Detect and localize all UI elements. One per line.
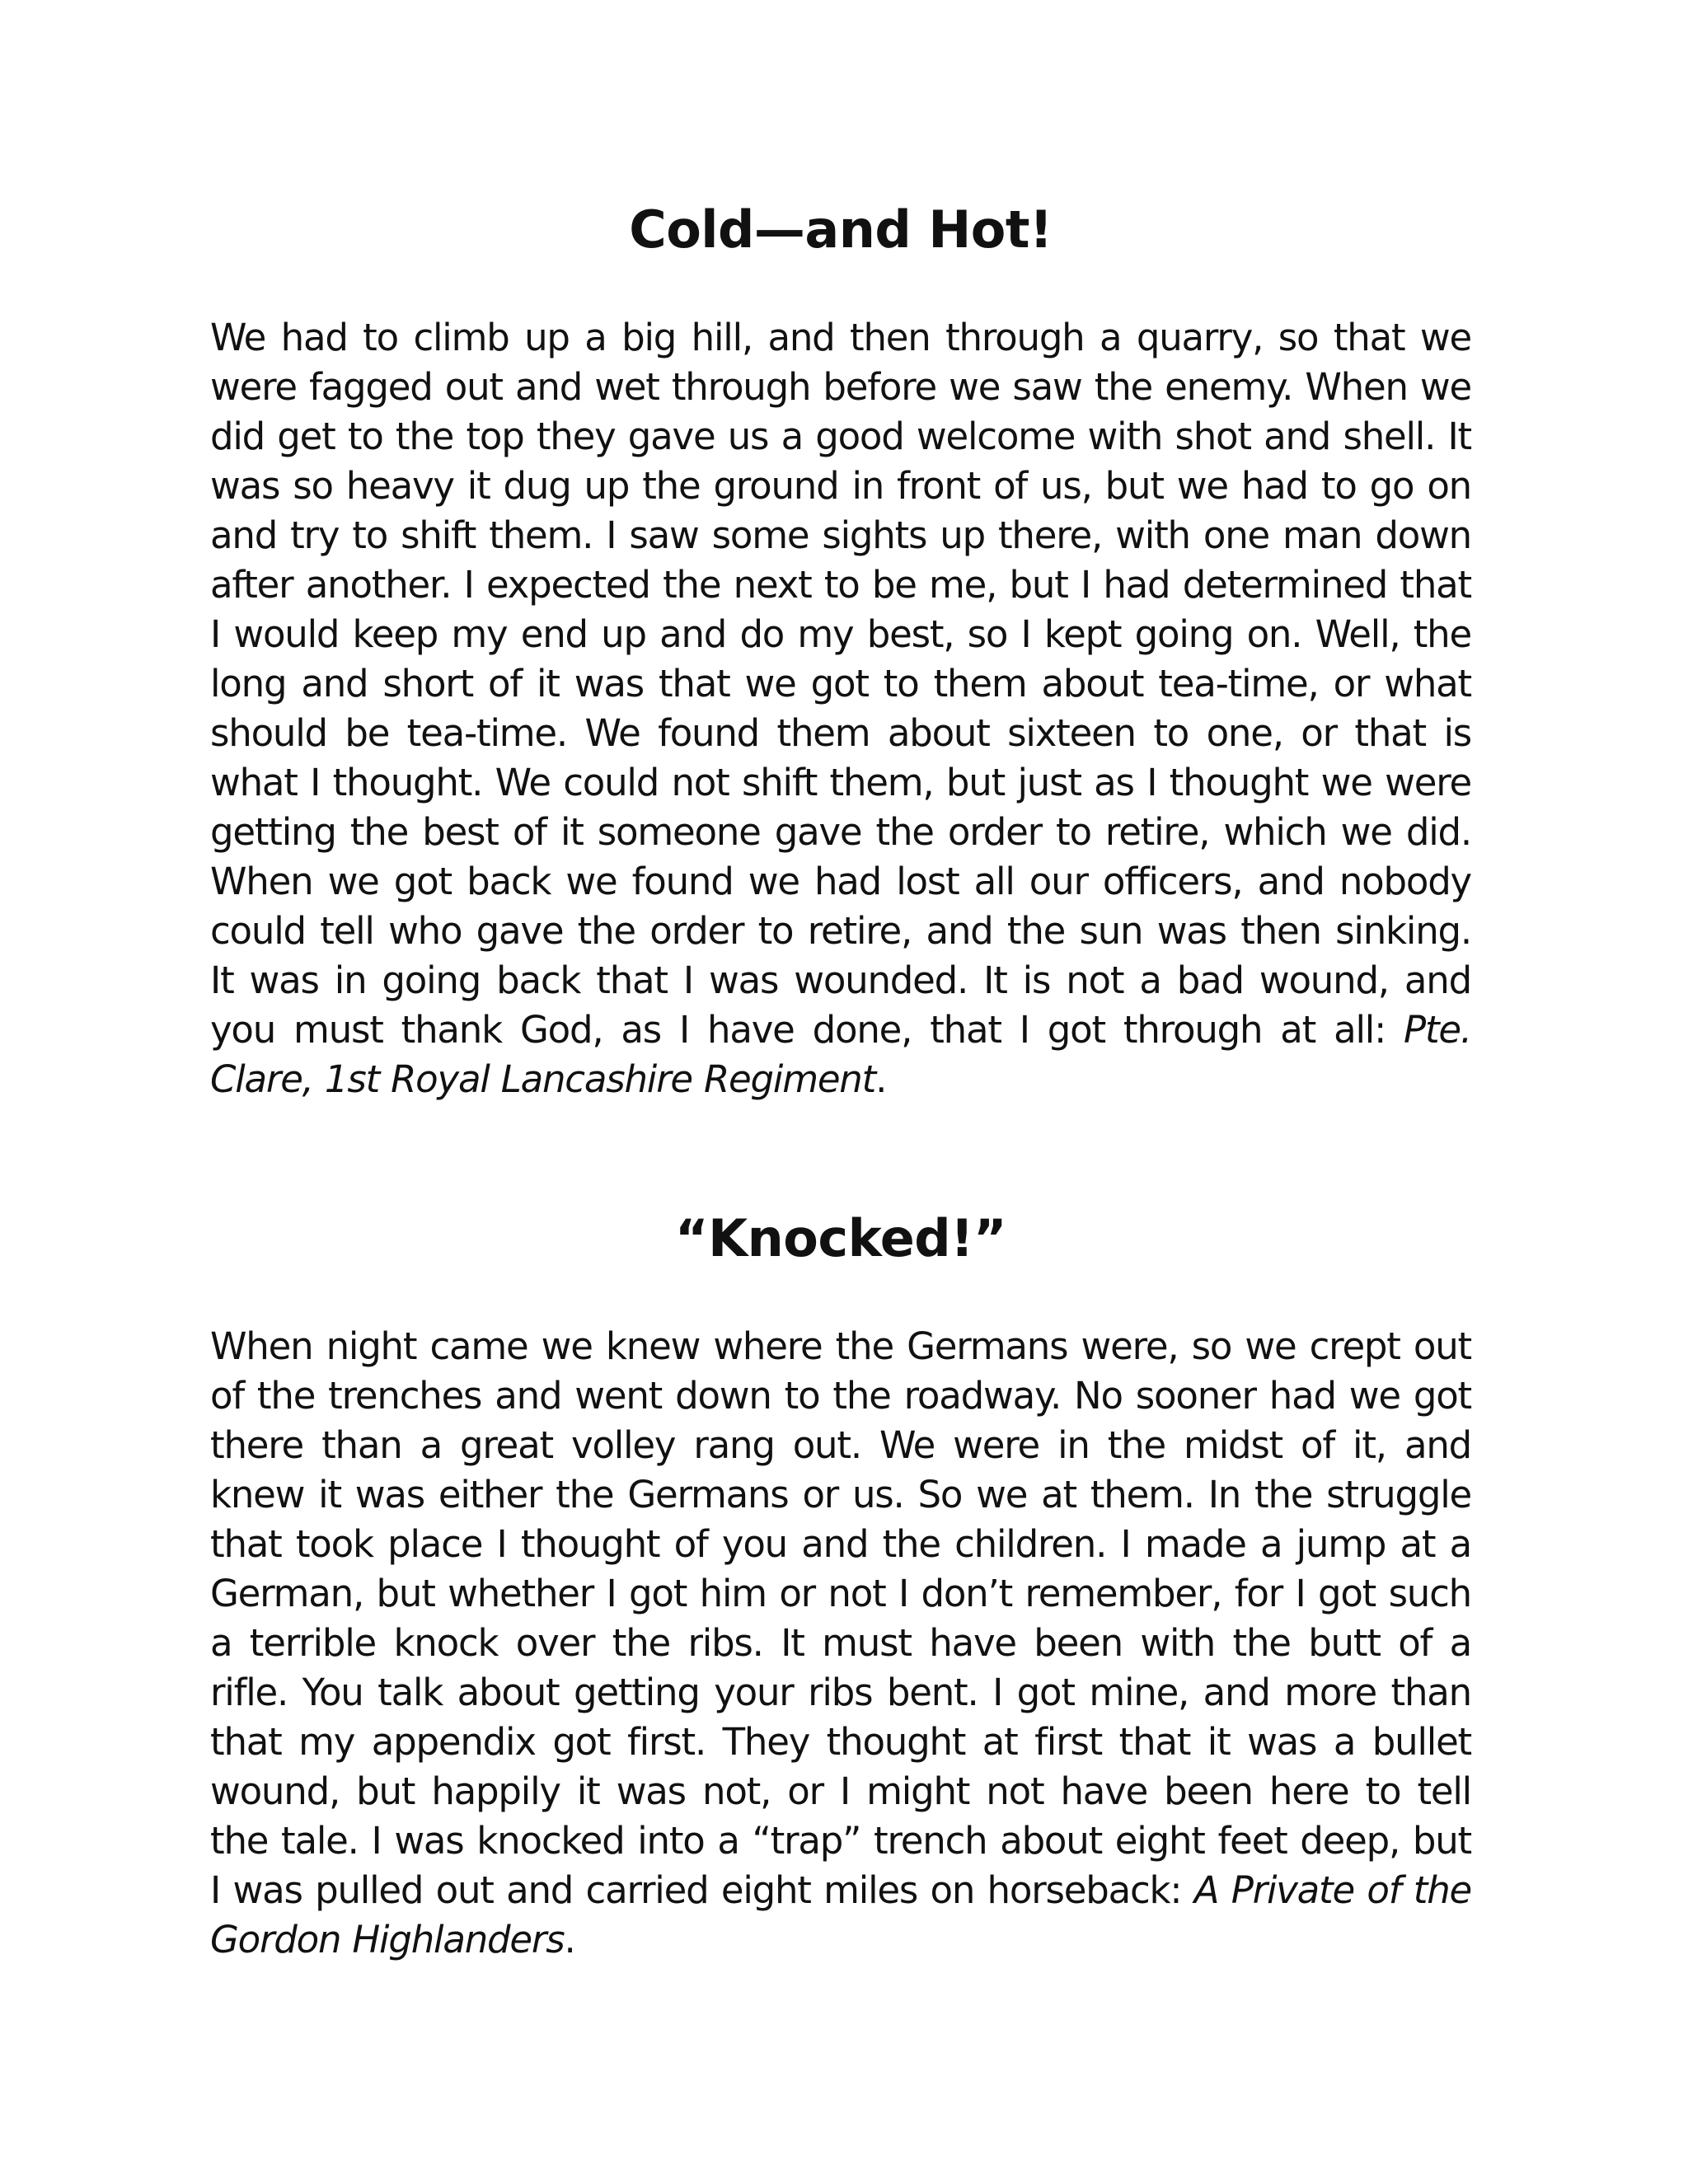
body-text: When night came we knew where the Germans were, so we crept out of the trenches and went down to the roadway. No sooner had we got there than a great volley rang out. We were in the midst of it, and knew it was either the Germans or us. So we at them. In the struggle that took place I thought of you and the children. I made a jump at a German, but whether I got him or not I don’t remember, for I got such a terrible knock over the ribs. It must have been with the butt of a rifle. You talk about getting your ribs bent. I got mine, and more than that my appendix got first. They thought at first that it was a bullet wound, but happily it was not, or I might not have been here to tell the tale. I was knocked into a “trap” trench about eight feet deep, but I was pulled out and carried eight miles on horseback: bbox=[210, 1324, 1471, 1912]
attribution: A Private of the Gordon Highlanders bbox=[210, 1868, 1471, 1961]
end-punctuation: . bbox=[875, 1057, 887, 1101]
section-title: Cold—and Hot! bbox=[629, 199, 1053, 260]
section-body bbox=[210, 313, 1471, 1104]
end-punctuation: . bbox=[564, 1918, 575, 1961]
body-text: We had to climb up a big hill, and then through a quarry, so that we were fagged out and wet through before we saw the enemy. When we did get to the top they gave us a good welcome with shot and shell. It was so heavy it dug up the ground in front of us, but we had to go on and try to shift them. I saw some sights up there, with one man down after another. I expected the next to be me, but I had determined that I would keep my end up and do my best, so I kept going on. Well, the long and short of it was that we got to them about tea-time, or what should be tea-time. We found them about sixteen to one, or that is what I thought. We could not shift them, but just as I thought we were getting the best of it someone gave the order to retire, which we did. When we got back we found we had lost all our officers, and nobody could tell who gave the order to retire, and the sun was then sinking. It was in going back that I was wounded. It is not a bad wound, and you must thank God, as I have done, that I got through at all: bbox=[210, 316, 1471, 1052]
section-body bbox=[210, 1322, 1471, 1965]
section-title: “Knocked!” bbox=[674, 1208, 1007, 1268]
attribution: Pte. Clare, 1st Royal Lancashire Regiment bbox=[210, 1008, 1471, 1101]
